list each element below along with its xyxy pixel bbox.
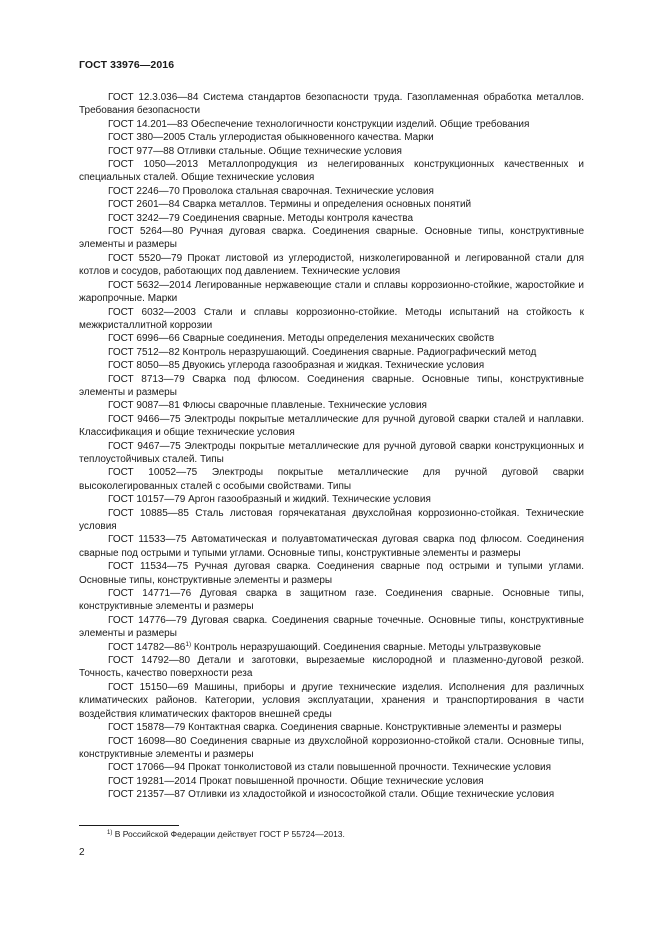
reference-item: ГОСТ 16098—80 Соединения сварные из двухслойной коррозионно-стойкой стали. Основные типы, конструктивные элементы и размеры — [79, 735, 584, 760]
reference-item: ГОСТ 9466—75 Электроды покрытые металлические для ручной дуговой сварки сталей и наплавки. Классификация и общие технические условия — [79, 413, 584, 439]
document-header: ГОСТ 33976—2016 — [79, 59, 175, 71]
reference-item: ГОСТ 10052—75 Электроды покрытые металлические для ручной дуговой сварки высоколегированных сталей с особыми свойствами. Типы — [79, 467, 584, 492]
reference-item: ГОСТ 7512—82 Контроль неразрушающий. Соединения сварные. Радиографический метод — [108, 346, 537, 358]
footnote-marker[interactable]: 1) — [185, 640, 192, 648]
reference-item: ГОСТ 380—2005 Сталь углеродистая обыкновенного качества. Марки — [108, 132, 434, 144]
reference-item: ГОСТ 11534—75 Ручная дуговая сварка. Соединения сварные под острыми и тупыми углами. Основные типы, конструктивные элементы и размеры — [79, 561, 584, 586]
reference-item: ГОСТ 14.201—83 Обеспечение технологичности конструкции изделий. Общие требования — [108, 118, 530, 130]
reference-code: ГОСТ 14782—86 — [108, 641, 186, 653]
reference-item: ГОСТ 2601—84 Сварка металлов. Термины и определения основных понятий — [108, 199, 472, 211]
reference-item: ГОСТ 15150—69 Машины, приборы и другие технические изделия. Исполнения для различных климатических районов. Категории, условия эксплуатации, хранения и транспортирования в части воздействия климатических факторов внешней среды — [79, 681, 584, 720]
normative-references-list — [79, 91, 584, 802]
reference-item: ГОСТ 9467—75 Электроды покрытые металлические для ручной дуговой сварки конструкционных и теплоустойчивых сталей. Типы — [79, 440, 584, 465]
reference-item: ГОСТ 12.3.036—84 Система стандартов безопасности труда. Газопламенная обработка металлов. Требования безопасности — [79, 92, 584, 117]
reference-item: ГОСТ 3242—79 Соединения сварные. Методы контроля качества — [108, 212, 414, 224]
reference-item: ГОСТ 14771—76 Дуговая сварка в защитном газе. Соединения сварные. Основные типы, конструктивные элементы и размеры — [79, 588, 584, 613]
reference-item-footnoted — [79, 641, 584, 654]
reference-item: ГОСТ 8713—79 Сварка под флюсом. Соединения сварные. Основные типы, конструктивные элементы и размеры — [79, 373, 584, 398]
reference-title: Контроль неразрушающий. Соединения сварные. Методы ультразвуковые — [193, 641, 542, 653]
footnote-text: В Российской Федерации действует ГОСТ Р 55724—2013. — [114, 829, 345, 839]
reference-item: ГОСТ 977—88 Отливки стальные. Общие технические условия — [108, 145, 402, 157]
reference-item: ГОСТ 15878—79 Контактная сварка. Соединения сварные. Конструктивные элементы и размеры — [108, 722, 562, 734]
reference-item: ГОСТ 9087—81 Флюсы сварочные плавленые. Технические условия — [108, 400, 427, 412]
footnote-divider — [79, 825, 179, 826]
footnote-marker: 1) — [107, 830, 113, 836]
page-number: 2 — [79, 847, 85, 858]
footnote — [107, 829, 345, 840]
reference-item: ГОСТ 2246—70 Проволока стальная сварочная. Технические условия — [108, 185, 434, 197]
reference-item: ГОСТ 5264—80 Ручная дуговая сварка. Соединения сварные. Основные типы, конструктивные элементы и размеры — [79, 226, 584, 251]
reference-item: ГОСТ 11533—75 Автоматическая и полуавтоматическая дуговая сварка под флюсом. Соединения сварные под острыми и тупыми углами. Основные типы, конструктивные элементы и размеры — [79, 534, 584, 559]
reference-item: ГОСТ 14792—80 Детали и заготовки, вырезаемые кислородной и плазменно-дуговой резкой. Точность, качество поверхности реза — [79, 655, 584, 680]
reference-item: ГОСТ 10157—79 Аргон газообразный и жидкий. Технические условия — [108, 494, 431, 506]
reference-item: ГОСТ 19281—2014 Прокат повышенной прочности. Общие технические условия — [108, 775, 484, 787]
reference-item: ГОСТ 10885—85 Сталь листовая горячекатаная двухслойная коррозионно-стойкая. Технические условия — [79, 507, 584, 532]
reference-item: ГОСТ 8050—85 Двуокись углерода газообразная и жидкая. Технические условия — [108, 360, 485, 372]
reference-item: ГОСТ 5520—79 Прокат листовой из углеродистой, низколегированной и легированной стали для котлов и сосудов, работающих под давлением. Технические условия — [79, 252, 584, 278]
reference-item: ГОСТ 6032—2003 Стали и сплавы коррозионно-стойкие. Методы испытаний на стойкость к межкристаллитной коррозии — [79, 306, 584, 331]
reference-item: ГОСТ 1050—2013 Металлопродукция из нелегированных конструкционных качественных и специальных сталей. Общие технические условия — [79, 159, 584, 184]
reference-item: ГОСТ 5632—2014 Легированные нержавеющие стали и сплавы коррозионно-стойкие, жаростойкие и жаропрочные. Марки — [79, 279, 584, 305]
reference-item: ГОСТ 17066—94 Прокат тонколистовой из стали повышенной прочности. Технические условия — [108, 762, 552, 774]
reference-item: ГОСТ 14776—79 Дуговая сварка. Соединения сварные точечные. Основные типы, конструктивные элементы и размеры — [79, 614, 584, 640]
reference-item: ГОСТ 6996—66 Сварные соединения. Методы определения механических свойств — [108, 333, 495, 345]
reference-item: ГОСТ 21357—87 Отливки из хладостойкой и износостойкой стали. Общие технические условия — [108, 789, 555, 801]
